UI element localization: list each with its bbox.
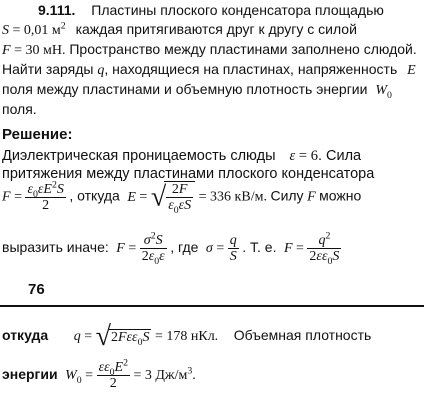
formula-text: выразить иначе:	[2, 239, 109, 256]
problem-line-1	[38, 2, 384, 18]
e-field-result: = 336 кВ/м.	[198, 189, 267, 205]
solution-heading: Решение:	[2, 126, 73, 143]
energy-density-fraction: $\frac{\varepsilon\varepsilon_0E^2}{2}$	[98, 357, 128, 392]
solution-text: притяжения между пластинами плоского конденсатора	[2, 166, 375, 182]
continuation-label: энергии	[2, 366, 58, 383]
energy-result: = 3 Дж/м	[133, 368, 188, 384]
problem-text: поля между пластинами и объемную плотность энергии	[2, 81, 368, 97]
problem-line-2: S = 0,01 $м^2$ каждая притягиваются друг к другу с силой	[2, 20, 357, 38]
problem-line-4: Найти заряды q, находящиеся на пластинах, напряженность E	[2, 61, 416, 78]
formula-text: . Т. е.	[242, 239, 277, 256]
page-divider	[0, 305, 424, 307]
problem-number: 9.111.	[38, 2, 76, 18]
area-value: 0,01 м	[23, 23, 61, 38]
force-value: 30 мН.	[25, 43, 66, 58]
charge-result: = 178 нКл.	[154, 329, 219, 345]
force-q-fraction: $\frac{q^2}{2\varepsilon\varepsilon_0S}$	[309, 230, 340, 268]
continuation-label: откуда	[2, 327, 49, 344]
solution-text: . Сила	[317, 148, 362, 164]
formula-line-2: выразить иначе: F = $\frac{\sigma^2S}{2\varepsilon_0\varepsilon}$ , где σ = $\frac{q}{S}$ . Т. е. F = $\frac{q^2}{2\varepsilon\varepsilon_0S}$	[2, 230, 340, 268]
problem-line-6	[2, 101, 37, 117]
continuation-text: Объемная плотность	[233, 327, 372, 344]
force-fraction: $\frac{\varepsilon_0\varepsilon E^2S}{2}$	[27, 178, 64, 213]
problem-text: , находящиеся на пластинах, напряженность	[104, 61, 398, 77]
solution-text: Диэлектрическая проницаемость слюды	[2, 148, 276, 164]
problem-text: Найти заряды	[2, 61, 94, 77]
force-sigma-fraction: $\frac{\sigma^2S}{2\varepsilon_0\varepsilon}$	[141, 230, 165, 268]
sqrt-icon: √	[150, 181, 167, 213]
problem-text: каждая притягиваются друг к другу с силой	[75, 21, 357, 37]
continuation-line-2: энергии $W_0$ = $\frac{\varepsilon\varepsilon_0E^2}{2}$ = 3 $Дж/м^3$.	[2, 357, 196, 392]
formula-text: , откуда	[69, 187, 120, 204]
formula-line-1: F = $\frac{\varepsilon_0\varepsilon E^2S}{2}$ , откуда E = √ $\frac{2F}{\varepsilon_0\varepsilon S}$ = 336 кВ/м. Силу F можно	[2, 178, 362, 217]
formula-text: можно	[319, 187, 362, 204]
sigma-fraction: $\frac{q}{S}$	[229, 233, 237, 265]
solution-line-2	[2, 166, 374, 182]
formula-text: , где	[170, 239, 199, 256]
page-number: 76	[28, 281, 45, 298]
sqrt-icon: √	[95, 321, 111, 352]
continuation-line-1: откуда q = √2Fεε$_0$S = 178 нКл. Объемная плотность	[2, 321, 372, 352]
formula-text: Силу	[270, 187, 304, 204]
problem-text: поля.	[2, 101, 37, 117]
epsilon-value: 6	[310, 148, 318, 164]
solution-line-1: Диэлектрическая проницаемость слюды ε = 6. Сила	[2, 148, 362, 164]
energy-end: .	[192, 368, 196, 384]
problem-line-3: F = 30 мН. Пространство между пластинами заполнено слюдой.	[2, 41, 417, 58]
problem-line-5: поля между пластинами и объемную плотность энергии $W_0$	[2, 81, 392, 101]
problem-text: Пространство между пластинами заполнено слюдой.	[69, 41, 417, 57]
problem-text: Пластины плоского конденсатора площадью	[91, 2, 384, 18]
e-field-fraction: $\frac{2F}{\varepsilon_0\varepsilon S}$	[168, 182, 192, 217]
